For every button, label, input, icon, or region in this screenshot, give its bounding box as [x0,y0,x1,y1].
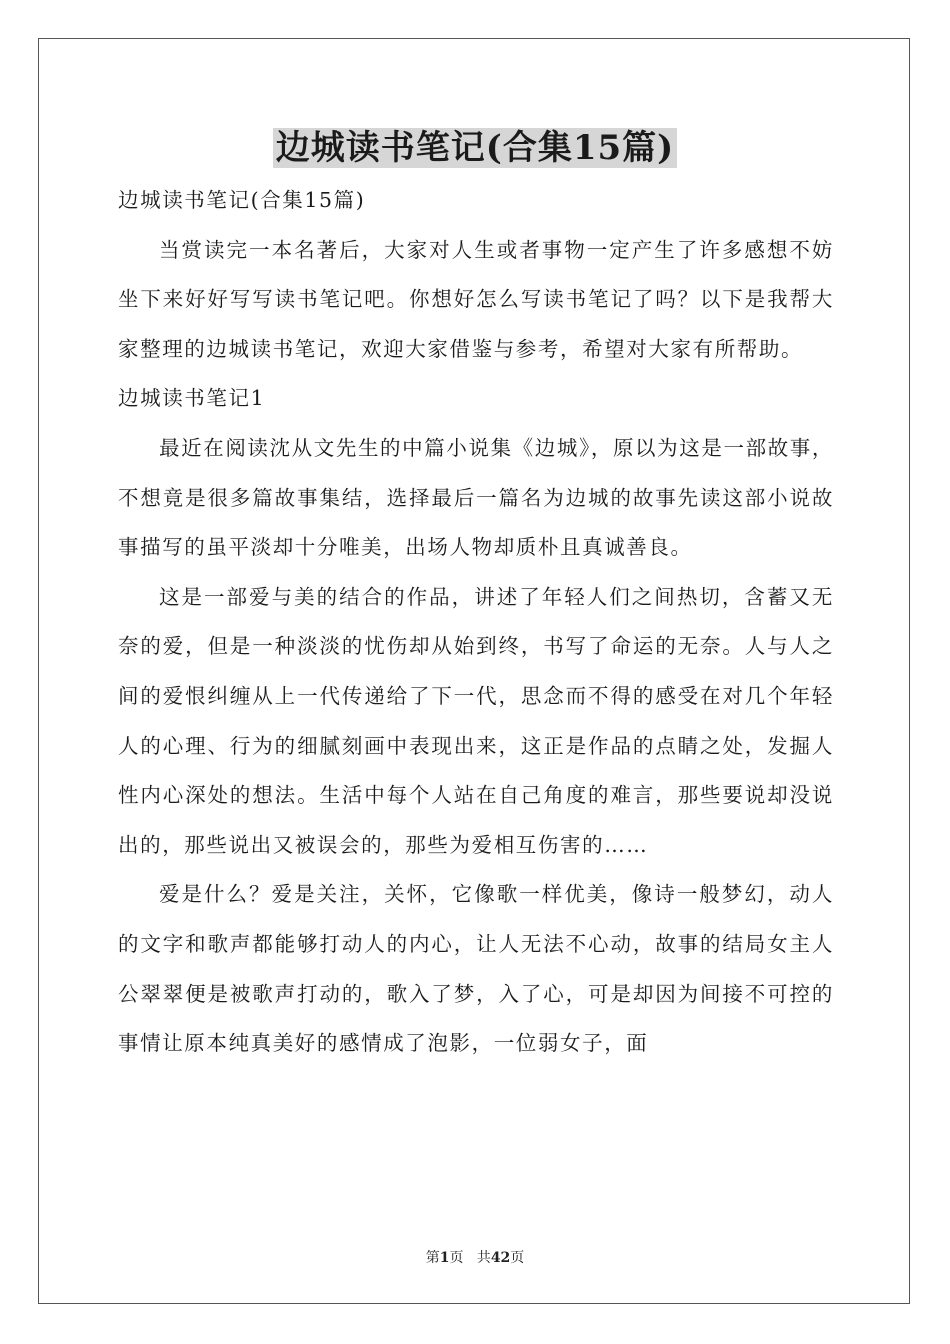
document-body [118,176,834,1069]
body-paragraph-1: 最近在阅读沈从文先生的中篇小说集《边城》，原以为这是一部故事，不想竟是很多篇故事集结，选择最后一篇名为边城的故事先读这部小说故事描写的虽平淡却十分唯美，出场人物却质朴且真诚善良。 [118,435,834,560]
document-title-text: 边城读书笔记(合集15篇) [273,128,678,168]
body-paragraph-3: 爱是什么？爱是关注，关怀，它像歌一样优美，像诗一般梦幻，动人的文字和歌声都能够打动人的内心，让人无法不心动，故事的结局女主人公翠翠便是被歌声打动的，歌入了梦，入了心，可是却因为间接不可控的事情让原本纯真美好的感情成了泡影，一位弱女子，面 [118,882,834,1056]
document-title [0,124,950,172]
intro-paragraph: 当赏读完一本名著后，大家对人生或者事物一定产生了许多感想不妨坐下来好好写写读书笔记吧。你想好怎么写读书笔记了吗？以下是我帮大家整理的边城读书笔记，欢迎大家借鉴与参考，希望对大家有所帮助。 [118,237,834,361]
document-subtitle: 边城读书笔记(合集15篇) [118,188,366,212]
page-number: 1 [439,1250,450,1266]
page-footer [0,1247,950,1267]
body-paragraph-2: 这是一部爱与美的结合的作品，讲述了年轻人们之间热切，含蓄又无奈的爱，但是一种淡淡的忧伤却从始到终，书写了命运的无奈。人与人之间的爱恨纠缠从上一代传递给了下一代，思念而不得的感受在对几个年轻人的心理、行为的细腻刻画中表现出来，这正是作品的点睛之处，发掘人性内心深处的想法。生活中每个人站在自己角度的难言，那些要说却没说出的，那些说出又被误会的，那些为爱相互伤害的…… [118,584,834,857]
total-pages: 42 [490,1250,511,1266]
total-suffix: 页 [510,1250,525,1266]
page-suffix: 页 [449,1250,464,1266]
section-heading: 边城读书笔记1 [118,386,266,411]
page-prefix: 第 [425,1250,440,1266]
total-prefix: 共 [476,1250,491,1266]
